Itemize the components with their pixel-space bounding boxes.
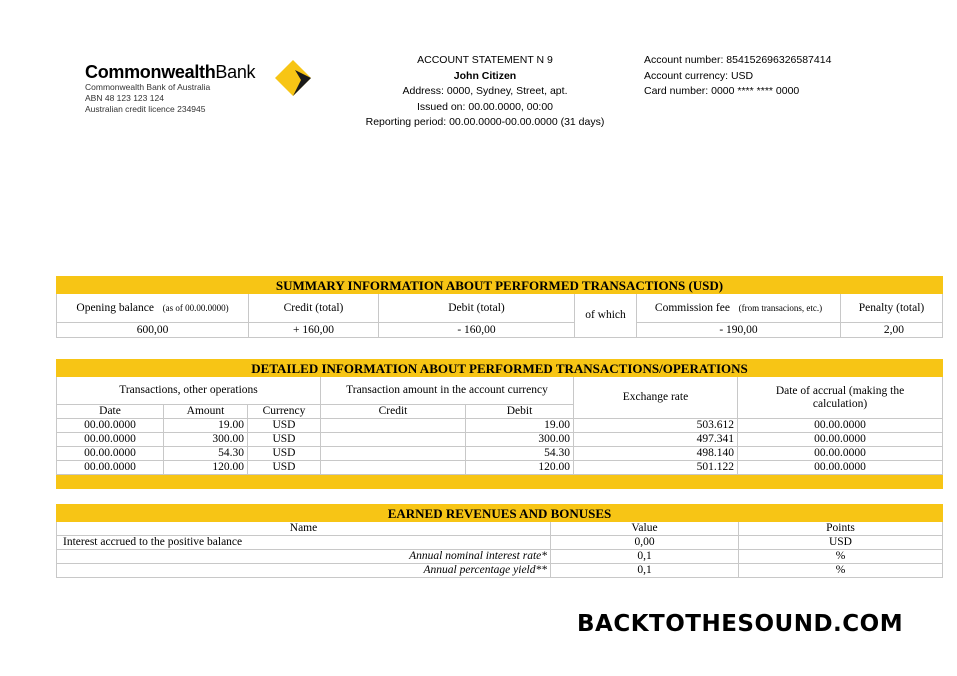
credit-total-value: + 160,00 — [249, 323, 379, 338]
revenue-name: Interest accrued to the positive balance — [57, 536, 551, 550]
row-exchange-rate: 503.612 — [574, 419, 738, 433]
bank-name: CommonwealthBank — [85, 62, 256, 82]
table-row — [57, 550, 943, 564]
bank-legal-name: Commonwealth Bank of Australia — [85, 82, 211, 92]
amount-header: Amount — [164, 405, 248, 419]
row-amount: 120.00 — [164, 461, 248, 475]
statement-header — [340, 53, 630, 131]
row-date: 00.00.0000 — [57, 433, 164, 447]
detailed-title: DETAILED INFORMATION ABOUT PERFORMED TRANSACTIONS/OPERATIONS — [57, 360, 943, 377]
row-date: 00.00.0000 — [57, 461, 164, 475]
debit-total-value: - 160,00 — [379, 323, 575, 338]
revenue-points: % — [739, 550, 943, 564]
row-accrual-date: 00.00.0000 — [738, 433, 943, 447]
date-header: Date — [57, 405, 164, 419]
accrual-date-header: Date of accrual (making the calculation) — [738, 377, 943, 419]
row-credit — [321, 419, 466, 433]
table-footer-bar — [57, 475, 943, 489]
summary-table — [56, 276, 943, 338]
table-row — [57, 419, 943, 433]
row-currency: USD — [248, 461, 321, 475]
row-debit: 120.00 — [466, 461, 574, 475]
table-row — [57, 536, 943, 550]
amount-account-currency-header: Transaction amount in the account currency — [321, 377, 574, 405]
commission-fee-header: Commission fee (from transacions, etc.) — [637, 294, 841, 323]
statement-title: ACCOUNT STATEMENT N 9 — [417, 54, 553, 66]
table-row — [57, 564, 943, 578]
revenue-name: Annual nominal interest rate* — [57, 550, 551, 564]
commission-fee-value: - 190,00 — [637, 323, 841, 338]
row-accrual-date: 00.00.0000 — [738, 419, 943, 433]
value-header: Value — [551, 522, 739, 536]
row-currency: USD — [248, 433, 321, 447]
exchange-rate-header: Exchange rate — [574, 377, 738, 419]
table-row — [57, 461, 943, 475]
table-row — [57, 433, 943, 447]
revenue-value: 0,1 — [551, 564, 739, 578]
of-which-label: of which — [575, 294, 637, 338]
row-debit: 54.30 — [466, 447, 574, 461]
revenues-title: EARNED REVENUES AND BONUSES — [57, 505, 943, 522]
holder-address: Address: 0000, Sydney, Street, apt. — [402, 85, 568, 97]
detailed-table — [56, 359, 943, 489]
revenue-value: 0,00 — [551, 536, 739, 550]
row-exchange-rate: 498.140 — [574, 447, 738, 461]
row-date: 00.00.0000 — [57, 447, 164, 461]
penalty-total-header: Penalty (total) — [841, 294, 943, 323]
transactions-header: Transactions, other operations — [57, 377, 321, 405]
row-date: 00.00.0000 — [57, 419, 164, 433]
row-amount: 19.00 — [164, 419, 248, 433]
row-credit — [321, 447, 466, 461]
account-info — [644, 53, 904, 100]
row-accrual-date: 00.00.0000 — [738, 447, 943, 461]
account-holder: John Citizen — [453, 69, 517, 82]
bank-licence: Australian credit licence 234945 — [85, 104, 206, 114]
watermark-text: BACKTOTHESOUND.COM — [577, 611, 904, 637]
row-currency: USD — [248, 419, 321, 433]
opening-balance-value: 600,00 — [57, 323, 249, 338]
row-exchange-rate: 497.341 — [574, 433, 738, 447]
row-currency: USD — [248, 447, 321, 461]
credit-total-header: Credit (total) — [249, 294, 379, 323]
row-accrual-date: 00.00.0000 — [738, 461, 943, 475]
summary-title: SUMMARY INFORMATION ABOUT PERFORMED TRANSACTIONS (USD) — [57, 277, 943, 294]
revenue-value: 0,1 — [551, 550, 739, 564]
revenue-points: USD — [739, 536, 943, 550]
card-number: Card number: 0000 **** **** 0000 — [644, 85, 800, 97]
reporting-period: Reporting period: 00.00.0000-00.00.0000 (31 days) — [365, 116, 605, 128]
opening-balance-header: Opening balance (as of 00.00.0000) — [57, 294, 249, 323]
penalty-total-value: 2,00 — [841, 323, 943, 338]
row-exchange-rate: 501.122 — [574, 461, 738, 475]
row-debit: 300.00 — [466, 433, 574, 447]
currency-header: Currency — [248, 405, 321, 419]
table-row — [57, 447, 943, 461]
name-header: Name — [57, 522, 551, 536]
issue-date: Issued on: 00.00.0000, 00:00 — [416, 100, 554, 113]
row-credit — [321, 433, 466, 447]
row-credit — [321, 461, 466, 475]
debit-header: Debit — [466, 405, 574, 419]
bank-abn: ABN 48 123 123 124 — [85, 93, 164, 103]
account-number: Account number: 854152696326587414 — [644, 54, 832, 66]
row-amount: 54.30 — [164, 447, 248, 461]
row-debit: 19.00 — [466, 419, 574, 433]
revenue-points: % — [739, 564, 943, 578]
revenue-name: Annual percentage yield** — [57, 564, 551, 578]
points-header: Points — [739, 522, 943, 536]
row-amount: 300.00 — [164, 433, 248, 447]
revenues-table — [56, 504, 943, 578]
debit-total-header: Debit (total) — [379, 294, 575, 323]
account-currency: Account currency: USD — [644, 69, 754, 82]
credit-header: Credit — [321, 405, 466, 419]
bank-diamond-icon — [275, 60, 311, 96]
